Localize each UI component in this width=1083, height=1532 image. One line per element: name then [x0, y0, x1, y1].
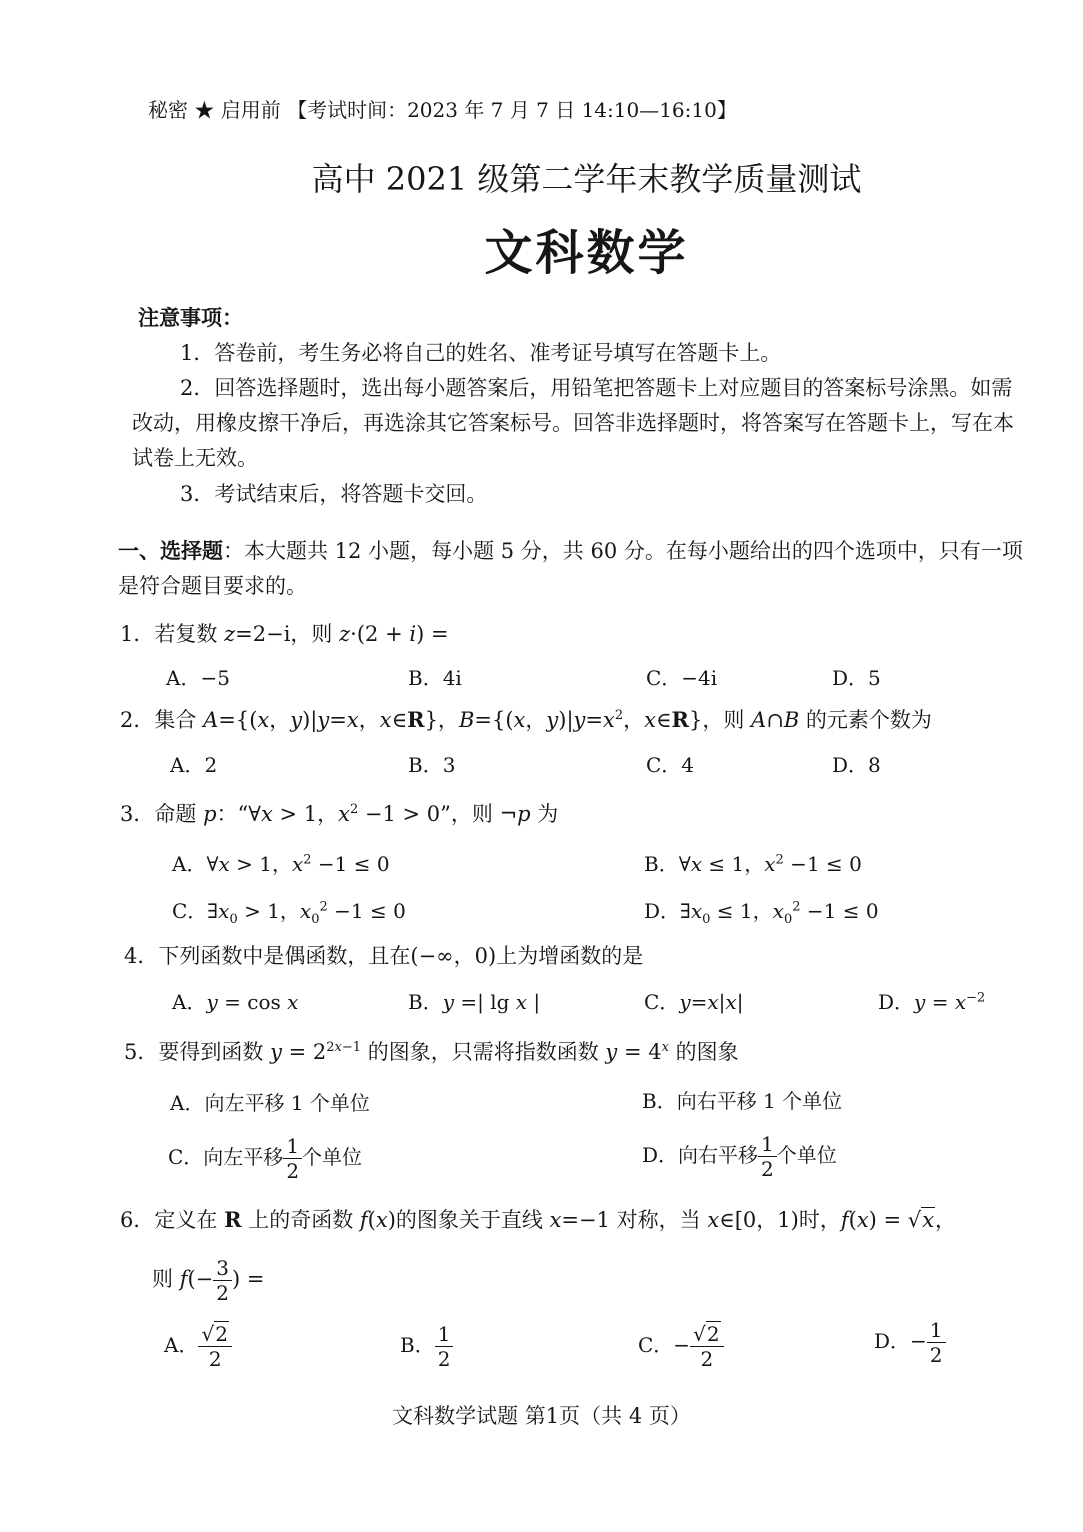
notice-heading: 注意事项：	[138, 305, 243, 330]
q6-option-c: C．− $\frac{√2}{2}$	[638, 1322, 724, 1371]
q3-option-a: A．∀x > 1，$x^2 -1 \le 0$	[172, 852, 390, 876]
q4-option-c: C．y=x|x|	[644, 990, 744, 1014]
q2-option-d: D．8	[832, 753, 881, 777]
q4-option-b: B．y =| lg x |	[408, 990, 541, 1014]
section-one-label: 一、选择题	[118, 538, 223, 563]
section-one-text: ：本大题共 12 小题，每小题 5 分，共 60 分。在每小题给出的四个选项中，只有一项是符合题目要求的。	[118, 539, 1023, 598]
q6-option-d: D．− $\frac{1}{2}$	[874, 1318, 946, 1367]
question-1-number: 1．	[120, 622, 155, 646]
section-one-instructions	[118, 533, 1038, 604]
q1-option-d: D．5	[832, 666, 881, 690]
question-3: 3．命题 p：“∀x > 1，$x^2 -1 > 0$”，则 ¬p 为	[120, 802, 559, 826]
question-6-continued: 则 f(− $\frac{3}{2}$ ) =	[152, 1256, 265, 1305]
q4-option-d: D．$y = x^{-2}$	[878, 990, 986, 1014]
question-1: 1．若复数 z=2−i，则 z·(2 + i) =	[120, 622, 449, 646]
notice-item-3: 3．考试结束后，将答题卡交回。	[180, 482, 488, 506]
q5-option-c: C．向左平移 $\frac{1}{2}$ 个单位	[168, 1134, 363, 1183]
q2-option-c: C．4	[646, 753, 695, 777]
exam-title: 高中 2021 级第二学年末教学质量测试	[311, 160, 862, 198]
question-5-number: 5．	[124, 1040, 159, 1064]
question-4-number: 4．	[124, 944, 159, 968]
question-4-stem: 下列函数中是偶函数，且在(−∞，0)上为增函数的是	[158, 944, 644, 968]
question-6: 6．定义在 R 上的奇函数 f(x)的图象关于直线 x=−1 对称，当 x∈[0，1)时，f(x) = √x，	[120, 1207, 957, 1232]
question-3-number: 3．	[120, 802, 155, 826]
q1-option-a: A．−5	[166, 666, 230, 690]
q2-option-a: A．2	[170, 753, 218, 777]
q6-option-a: A． $\frac{√2}{2}$	[164, 1322, 232, 1371]
q5-option-d: D．向右平移 $\frac{1}{2}$ 个单位	[642, 1132, 837, 1181]
subject-title: 文科数学	[484, 225, 689, 281]
question-5: 5．要得到函数 $y = 2^{2x-1}$ 的图象，只需将指数函数 $y = 4^x$ 的图象	[124, 1040, 739, 1064]
question-4	[124, 940, 643, 970]
notice-item-2: 2．回答选择题时，选出每小题答案后，用铅笔把答题卡上对应题目的答案标号涂黑。如需改动，用橡皮擦干净后，再选涂其它答案标号。回答非选择题时，将答案写在答题卡上，写在本试卷上无效。	[132, 376, 1014, 470]
confidential-header: 秘密 ★ 启用前 【考试时间：2023 年 7 月 7 日 14:10—16:10】	[148, 98, 737, 122]
q5-option-a: A．向左平移 1 个单位	[170, 1091, 370, 1115]
notice-item-1: 1．答卷前，考生务必将自己的姓名、准考证号填写在答题卡上。	[180, 341, 782, 365]
page-footer: 文科数学试题 第1页（共 4 页）	[392, 1404, 691, 1428]
q4-option-a: A．y = cos x	[172, 990, 299, 1014]
q5-option-b: B．向右平移 1 个单位	[642, 1089, 843, 1113]
q6-option-b: B． $\frac{1}{2}$	[400, 1322, 453, 1371]
question-2-number: 2．	[120, 708, 155, 732]
q2-option-b: B．3	[408, 753, 456, 777]
q3-option-b: B．∀x ≤ 1，$x^2 -1 \le 0$	[644, 852, 862, 876]
question-2: 2．集合 A={(x，y)|y=x，x∈R}，B={(x，$y)|y=x^2$，x∈R}，则 A∩B 的元素个数为	[120, 707, 932, 732]
question-6-number: 6．	[120, 1208, 155, 1232]
q1-option-b: B．4i	[408, 666, 462, 690]
q3-option-c: C．$\exists x_0 > 1$，$x_0^2 -1 \le 0$	[172, 899, 406, 927]
q1-option-c: C．−4i	[646, 666, 718, 690]
q3-option-d: D．$\exists x_0 \le 1$，$x_0^2 -1 \le 0$	[644, 899, 879, 927]
